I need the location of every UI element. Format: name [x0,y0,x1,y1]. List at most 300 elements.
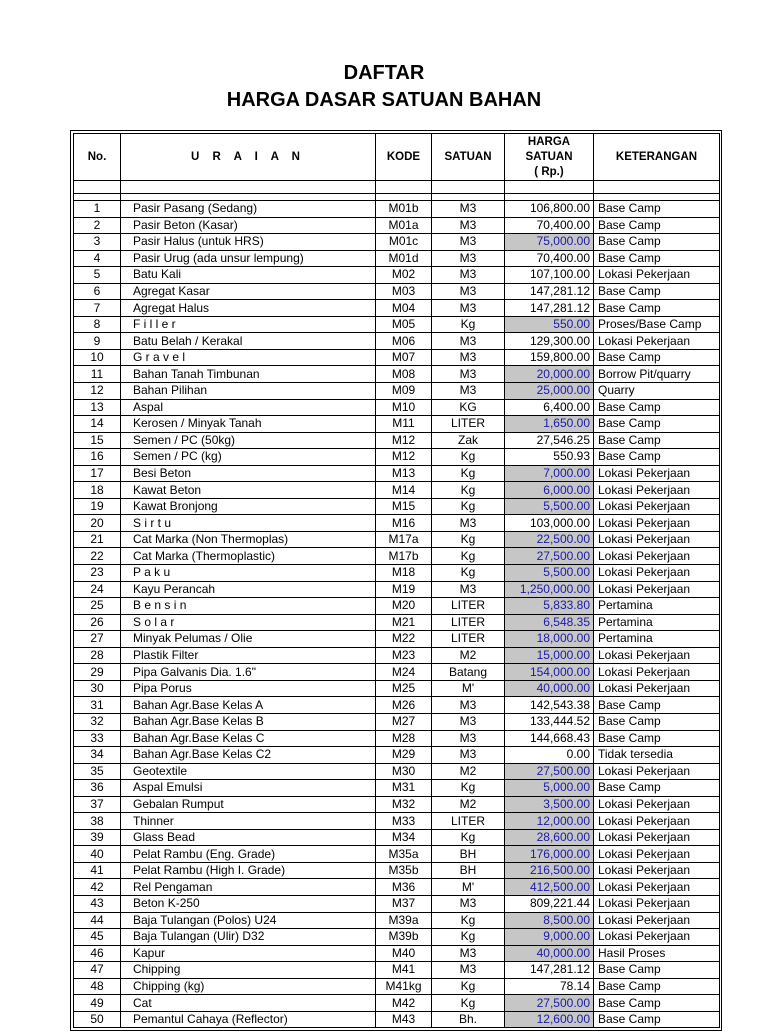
cell-satuan: Kg [432,531,505,548]
cell-no: 47 [74,962,121,979]
cell-uraian: Kawat Beton [121,482,376,499]
cell-uraian: Semen / PC (50kg) [121,432,376,449]
cell-keterangan: Base Camp [594,1011,720,1028]
cell-keterangan: Base Camp [594,780,720,797]
cell-uraian: Pasir Pasang (Sedang) [121,201,376,218]
cell-harga-satuan: 8,500.00 [505,912,594,929]
cell-uraian: Geotextile [121,763,376,780]
cell-no: 1 [74,201,121,218]
cell-satuan: Kg [432,498,505,515]
cell-satuan: M3 [432,515,505,532]
cell-satuan: M3 [432,697,505,714]
cell-no: 15 [74,432,121,449]
cell-no: 12 [74,383,121,400]
table-row [74,664,720,681]
cell-no: 30 [74,680,121,697]
cell-satuan: M3 [432,895,505,912]
cell-harga-satuan: 75,000.00 [505,234,594,251]
cell-uraian: Bahan Agr.Base Kelas C [121,730,376,747]
spacer-row [74,194,720,201]
cell-uraian: Cat Marka (Thermoplastic) [121,548,376,565]
cell-no: 22 [74,548,121,565]
cell-harga-satuan: 5,500.00 [505,565,594,582]
cell-satuan: M3 [432,713,505,730]
cell-uraian: Beton K-250 [121,895,376,912]
cell-harga-satuan: 70,400.00 [505,217,594,234]
cell-satuan: BH [432,846,505,863]
table-row [74,780,720,797]
cell-satuan: Kg [432,316,505,333]
cell-kode: M17a [376,531,432,548]
cell-no: 11 [74,366,121,383]
cell-keterangan: Base Camp [594,416,720,433]
cell-satuan: M3 [432,349,505,366]
cell-kode: M36 [376,879,432,896]
cell-kode: M22 [376,631,432,648]
table-row [74,416,720,433]
price-table [73,133,720,1028]
cell-keterangan: Base Camp [594,978,720,995]
cell-no: 46 [74,945,121,962]
cell-satuan: M2 [432,763,505,780]
cell-kode: M11 [376,416,432,433]
cell-no: 18 [74,482,121,499]
table-row [74,383,720,400]
cell-uraian: Pasir Halus (untuk HRS) [121,234,376,251]
cell-kode: M13 [376,465,432,482]
cell-satuan: M3 [432,747,505,764]
table-row [74,482,720,499]
cell-no: 33 [74,730,121,747]
cell-harga-satuan: 176,000.00 [505,846,594,863]
cell-keterangan: Proses/Base Camp [594,316,720,333]
table-row [74,250,720,267]
table-row [74,763,720,780]
cell-satuan: M3 [432,366,505,383]
table-row [74,713,720,730]
cell-keterangan: Lokasi Pekerjaan [594,829,720,846]
cell-uraian: Baja Tulangan (Polos) U24 [121,912,376,929]
cell-kode: M18 [376,565,432,582]
table-row [74,283,720,300]
cell-kode: M17b [376,548,432,565]
cell-harga-satuan: 1,250,000.00 [505,581,594,598]
cell-kode: M10 [376,399,432,416]
cell-kode: M12 [376,449,432,466]
cell-satuan: Kg [432,929,505,946]
cell-harga-satuan: 147,281.12 [505,962,594,979]
cell-uraian: Pemantul Cahaya (Reflector) [121,1011,376,1028]
cell-uraian: Baja Tulangan (Ulir) D32 [121,929,376,946]
cell-no: 35 [74,763,121,780]
cell-keterangan: Base Camp [594,399,720,416]
header-satuan: SATUAN [432,134,505,181]
header-keterangan: KETERANGAN [594,134,720,181]
table-row [74,879,720,896]
cell-uraian: Pasir Beton (Kasar) [121,217,376,234]
cell-keterangan: Lokasi Pekerjaan [594,333,720,350]
cell-harga-satuan: 15,000.00 [505,647,594,664]
cell-harga-satuan: 412,500.00 [505,879,594,896]
table-row [74,912,720,929]
cell-keterangan: Base Camp [594,713,720,730]
cell-keterangan: Lokasi Pekerjaan [594,862,720,879]
cell-kode: M33 [376,813,432,830]
cell-no: 36 [74,780,121,797]
cell-uraian: Chipping [121,962,376,979]
cell-harga-satuan: 154,000.00 [505,664,594,681]
cell-satuan: M3 [432,581,505,598]
cell-no: 27 [74,631,121,648]
cell-kode: M41 [376,962,432,979]
cell-uraian: Besi Beton [121,465,376,482]
cell-satuan: Kg [432,978,505,995]
cell-satuan: Kg [432,449,505,466]
cell-harga-satuan: 550.00 [505,316,594,333]
table-row [74,267,720,284]
cell-no: 43 [74,895,121,912]
table-row [74,548,720,565]
cell-harga-satuan: 70,400.00 [505,250,594,267]
cell-no: 5 [74,267,121,284]
table-header-row [74,134,720,181]
cell-kode: M34 [376,829,432,846]
cell-kode: M07 [376,349,432,366]
cell-uraian: Pelat Rambu (Eng. Grade) [121,846,376,863]
cell-satuan: Kg [432,780,505,797]
cell-harga-satuan: 5,000.00 [505,780,594,797]
cell-uraian: F i l l e r [121,316,376,333]
cell-satuan: Kg [432,995,505,1012]
cell-keterangan: Base Camp [594,283,720,300]
cell-no: 2 [74,217,121,234]
cell-harga-satuan: 550.93 [505,449,594,466]
table-row [74,366,720,383]
cell-harga-satuan: 159,800.00 [505,349,594,366]
cell-kode: M21 [376,614,432,631]
document-title-line1: DAFTAR [343,62,425,84]
cell-keterangan: Base Camp [594,449,720,466]
cell-no: 26 [74,614,121,631]
header-no: No. [74,134,121,181]
cell-harga-satuan: 27,500.00 [505,995,594,1012]
table-row [74,316,720,333]
cell-harga-satuan: 129,300.00 [505,333,594,350]
cell-kode: M19 [376,581,432,598]
cell-kode: M02 [376,267,432,284]
cell-harga-satuan: 25,000.00 [505,383,594,400]
table-row [74,680,720,697]
cell-no: 10 [74,349,121,366]
cell-satuan: Kg [432,548,505,565]
cell-kode: M01a [376,217,432,234]
cell-keterangan: Base Camp [594,432,720,449]
cell-keterangan: Lokasi Pekerjaan [594,267,720,284]
cell-harga-satuan: 5,833.80 [505,598,594,615]
cell-satuan: M3 [432,267,505,284]
cell-keterangan: Lokasi Pekerjaan [594,531,720,548]
cell-no: 48 [74,978,121,995]
cell-no: 8 [74,316,121,333]
table-row [74,432,720,449]
cell-satuan: KG [432,399,505,416]
cell-uraian: Plastik Filter [121,647,376,664]
cell-satuan: M3 [432,217,505,234]
cell-uraian: Batu Belah / Kerakal [121,333,376,350]
cell-keterangan: Base Camp [594,349,720,366]
cell-kode: M09 [376,383,432,400]
cell-harga-satuan: 18,000.00 [505,631,594,648]
cell-kode: M23 [376,647,432,664]
cell-no: 34 [74,747,121,764]
table-row [74,1011,720,1028]
cell-uraian: Kapur [121,945,376,962]
cell-satuan: LITER [432,813,505,830]
cell-no: 16 [74,449,121,466]
table-row [74,399,720,416]
cell-uraian: G r a v e l [121,349,376,366]
cell-kode: M01b [376,201,432,218]
cell-kode: M06 [376,333,432,350]
cell-satuan: M3 [432,234,505,251]
header-harga-line3: ( Rp.) [534,165,564,178]
cell-keterangan: Base Camp [594,962,720,979]
cell-kode: M16 [376,515,432,532]
cell-kode: M05 [376,316,432,333]
cell-harga-satuan: 12,000.00 [505,813,594,830]
table-row [74,333,720,350]
cell-no: 40 [74,846,121,863]
cell-no: 49 [74,995,121,1012]
cell-no: 17 [74,465,121,482]
cell-uraian: Batu Kali [121,267,376,284]
cell-no: 41 [74,862,121,879]
table-row [74,846,720,863]
cell-kode: M37 [376,895,432,912]
cell-satuan: M2 [432,647,505,664]
cell-harga-satuan: 22,500.00 [505,531,594,548]
document-title-line2: HARGA DASAR SATUAN BAHAN [226,89,542,111]
cell-harga-satuan: 27,546.25 [505,432,594,449]
cell-uraian: Pasir Urug (ada unsur lempung) [121,250,376,267]
cell-harga-satuan: 216,500.00 [505,862,594,879]
header-kode: KODE [376,134,432,181]
cell-uraian: Agregat Halus [121,300,376,317]
cell-no: 29 [74,664,121,681]
cell-no: 24 [74,581,121,598]
cell-keterangan: Lokasi Pekerjaan [594,664,720,681]
cell-keterangan: Lokasi Pekerjaan [594,465,720,482]
cell-satuan: BH [432,862,505,879]
cell-keterangan: Borrow Pit/quarry [594,366,720,383]
cell-uraian: Cat [121,995,376,1012]
cell-kode: M40 [376,945,432,962]
cell-kode: M41kg [376,978,432,995]
cell-no: 3 [74,234,121,251]
cell-harga-satuan: 1,650.00 [505,416,594,433]
header-harga-line1: HARGA [527,135,571,148]
cell-satuan: LITER [432,614,505,631]
cell-uraian: Agregat Kasar [121,283,376,300]
cell-harga-satuan: 147,281.12 [505,300,594,317]
cell-keterangan: Pertamina [594,598,720,615]
table-row [74,747,720,764]
cell-kode: M39a [376,912,432,929]
cell-no: 44 [74,912,121,929]
cell-uraian: S o l a r [121,614,376,631]
cell-keterangan: Lokasi Pekerjaan [594,482,720,499]
spacer-row [74,181,720,194]
cell-keterangan: Lokasi Pekerjaan [594,680,720,697]
cell-satuan: Kg [432,482,505,499]
cell-keterangan: Lokasi Pekerjaan [594,846,720,863]
cell-uraian: Cat Marka (Non Thermoplas) [121,531,376,548]
cell-keterangan: Base Camp [594,995,720,1012]
cell-harga-satuan: 27,500.00 [505,763,594,780]
cell-keterangan: Lokasi Pekerjaan [594,763,720,780]
cell-harga-satuan: 106,800.00 [505,201,594,218]
cell-no: 32 [74,713,121,730]
header-harga-satuan [505,134,594,181]
cell-keterangan: Hasil Proses [594,945,720,962]
cell-uraian: Pipa Porus [121,680,376,697]
cell-uraian: Kawat Bronjong [121,498,376,515]
cell-kode: M03 [376,283,432,300]
cell-keterangan: Quarry [594,383,720,400]
cell-no: 20 [74,515,121,532]
cell-keterangan: Lokasi Pekerjaan [594,912,720,929]
cell-kode: M24 [376,664,432,681]
cell-kode: M15 [376,498,432,515]
cell-uraian: Minyak Pelumas / Olie [121,631,376,648]
cell-satuan: M2 [432,796,505,813]
cell-no: 4 [74,250,121,267]
cell-harga-satuan: 6,400.00 [505,399,594,416]
table-row [74,449,720,466]
cell-no: 31 [74,697,121,714]
cell-keterangan: Lokasi Pekerjaan [594,515,720,532]
table-row [74,945,720,962]
cell-satuan: M' [432,879,505,896]
cell-uraian: Semen / PC (kg) [121,449,376,466]
table-row [74,862,720,879]
cell-keterangan: Base Camp [594,201,720,218]
cell-harga-satuan: 5,500.00 [505,498,594,515]
cell-kode: M01d [376,250,432,267]
cell-no: 23 [74,565,121,582]
header-uraian: U R A I A N [121,134,376,181]
table-row [74,234,720,251]
cell-keterangan: Base Camp [594,730,720,747]
cell-satuan: Kg [432,565,505,582]
cell-no: 39 [74,829,121,846]
cell-uraian: Bahan Agr.Base Kelas C2 [121,747,376,764]
table-row [74,201,720,218]
cell-keterangan: Pertamina [594,614,720,631]
cell-keterangan: Lokasi Pekerjaan [594,929,720,946]
cell-satuan: Bh. [432,1011,505,1028]
cell-uraian: Bahan Agr.Base Kelas B [121,713,376,730]
cell-no: 37 [74,796,121,813]
cell-keterangan: Lokasi Pekerjaan [594,565,720,582]
cell-harga-satuan: 12,600.00 [505,1011,594,1028]
cell-kode: M26 [376,697,432,714]
cell-uraian: Kayu Perancah [121,581,376,598]
cell-harga-satuan: 7,000.00 [505,465,594,482]
cell-no: 6 [74,283,121,300]
cell-uraian: Thinner [121,813,376,830]
table-row [74,978,720,995]
cell-satuan: Kg [432,465,505,482]
cell-no: 14 [74,416,121,433]
cell-satuan: M3 [432,333,505,350]
cell-kode: M25 [376,680,432,697]
cell-satuan: M3 [432,283,505,300]
cell-no: 21 [74,531,121,548]
table-row [74,349,720,366]
cell-uraian: Bahan Agr.Base Kelas A [121,697,376,714]
cell-no: 45 [74,929,121,946]
cell-satuan: M3 [432,383,505,400]
cell-harga-satuan: 3,500.00 [505,796,594,813]
cell-harga-satuan: 40,000.00 [505,945,594,962]
cell-satuan: M3 [432,945,505,962]
cell-keterangan: Lokasi Pekerjaan [594,796,720,813]
table-row [74,465,720,482]
cell-no: 28 [74,647,121,664]
cell-kode: M43 [376,1011,432,1028]
cell-kode: M01c [376,234,432,251]
cell-keterangan: Base Camp [594,697,720,714]
cell-satuan: LITER [432,598,505,615]
cell-keterangan: Base Camp [594,300,720,317]
cell-satuan: LITER [432,631,505,648]
cell-kode: M20 [376,598,432,615]
cell-satuan: Zak [432,432,505,449]
table-row [74,531,720,548]
table-row [74,631,720,648]
cell-keterangan: Lokasi Pekerjaan [594,498,720,515]
cell-uraian: Rel Pengaman [121,879,376,896]
cell-harga-satuan: 40,000.00 [505,680,594,697]
cell-kode: M29 [376,747,432,764]
cell-no: 9 [74,333,121,350]
cell-uraian: Kerosen / Minyak Tanah [121,416,376,433]
table-row [74,515,720,532]
cell-uraian: P a k u [121,565,376,582]
cell-harga-satuan: 107,100.00 [505,267,594,284]
cell-satuan: Kg [432,912,505,929]
cell-keterangan: Base Camp [594,217,720,234]
cell-kode: M32 [376,796,432,813]
cell-kode: M42 [376,995,432,1012]
cell-kode: M12 [376,432,432,449]
table-row [74,647,720,664]
cell-uraian: Aspal [121,399,376,416]
cell-keterangan: Lokasi Pekerjaan [594,879,720,896]
cell-kode: M27 [376,713,432,730]
cell-uraian: Chipping (kg) [121,978,376,995]
cell-harga-satuan: 142,543.38 [505,697,594,714]
cell-harga-satuan: 28,600.00 [505,829,594,846]
table-row [74,614,720,631]
table-row [74,813,720,830]
cell-uraian: Aspal Emulsi [121,780,376,797]
cell-harga-satuan: 9,000.00 [505,929,594,946]
cell-no: 19 [74,498,121,515]
table-row [74,300,720,317]
cell-uraian: Gebalan Rumput [121,796,376,813]
